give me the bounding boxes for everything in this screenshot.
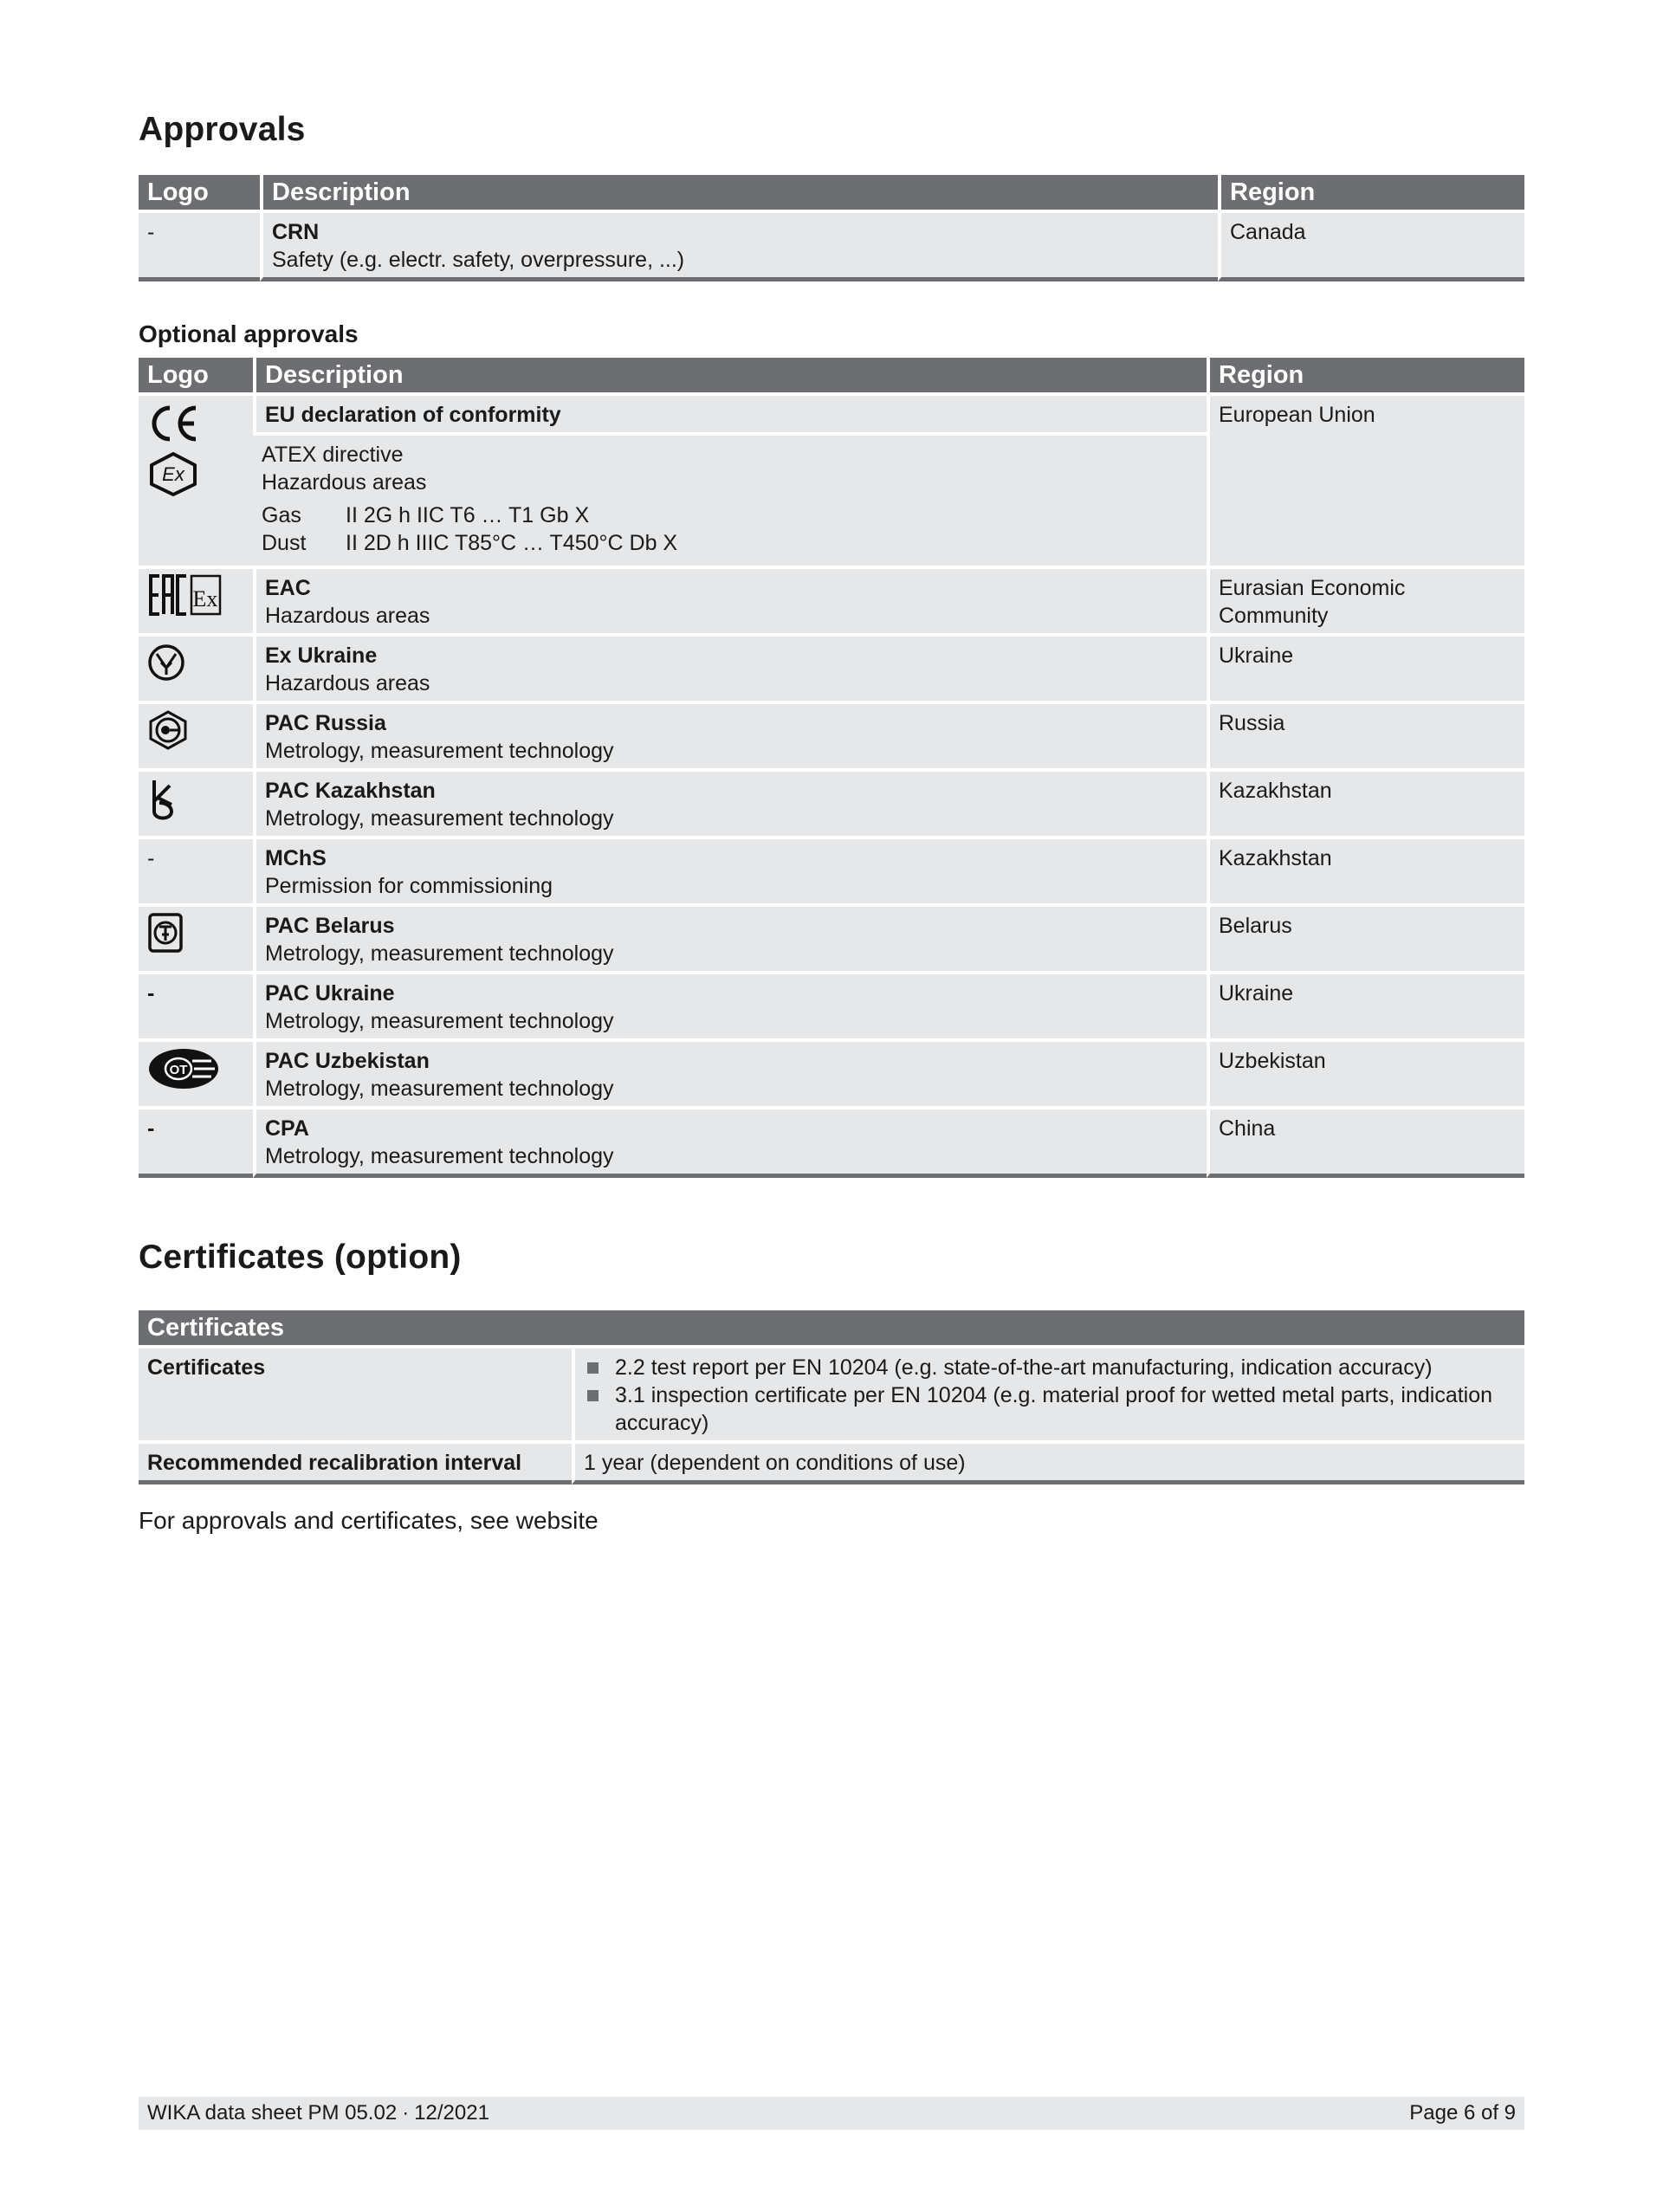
region-header: Region xyxy=(1218,175,1524,210)
eu-description-cell: EU declaration of conformity xyxy=(253,392,1207,432)
description-cell xyxy=(253,768,1207,836)
certificates-table xyxy=(139,1310,1524,1484)
approval-detail: Metrology, measurement technology xyxy=(265,941,614,966)
ex-hexagon-icon xyxy=(147,451,199,496)
logo-cell xyxy=(139,566,253,633)
description-cell xyxy=(253,836,1207,903)
recalibration-value: 1 year (dependent on conditions of use) xyxy=(572,1440,1524,1484)
approval-name: MChS xyxy=(265,846,327,870)
dust-value: II 2D h IIIC T85°C … T450°C Db X xyxy=(346,531,678,555)
logo-cell xyxy=(139,392,253,566)
description-cell xyxy=(253,971,1207,1038)
dust-line xyxy=(262,529,1198,557)
logo-cell xyxy=(139,701,253,768)
approval-detail: Metrology, measurement technology xyxy=(265,806,614,831)
description-cell xyxy=(253,1106,1207,1178)
approval-name: CRN xyxy=(272,220,320,244)
atex-directive-text: ATEX directive xyxy=(262,443,404,467)
table-row xyxy=(139,1106,1524,1178)
table-row xyxy=(139,566,1524,633)
region-header: Region xyxy=(1207,358,1524,392)
approvals-table xyxy=(139,175,1524,281)
region-cell: Russia xyxy=(1207,701,1524,768)
region-cell: Belarus xyxy=(1207,903,1524,971)
approval-detail: Safety (e.g. electr. safety, overpressure, ...) xyxy=(272,248,685,272)
certificates-heading: Certificates (option) xyxy=(139,1239,462,1276)
logo-cell xyxy=(139,633,253,701)
description-header: Description xyxy=(253,358,1207,392)
table-row xyxy=(139,903,1524,971)
page-footer xyxy=(139,2097,1524,2130)
approval-detail: Metrology, measurement technology xyxy=(265,739,614,763)
pac-uzbekistan-icon xyxy=(147,1047,220,1090)
optional-approvals-heading: Optional approvals xyxy=(139,320,359,347)
logo-cell: - xyxy=(139,210,260,281)
list-item: 2.2 test report per EN 10204 (e.g. state-of-the-art manufacturing, indication accuracy) xyxy=(584,1354,1516,1381)
approval-detail: Hazardous areas xyxy=(265,604,430,628)
table-row xyxy=(139,768,1524,836)
recalibration-label: Recommended recalibration interval xyxy=(139,1440,572,1484)
gas-line xyxy=(262,501,1198,529)
logo-header: Logo xyxy=(139,358,253,392)
region-cell: Ukraine xyxy=(1207,633,1524,701)
approval-name: Ex Ukraine xyxy=(265,644,378,668)
approval-name: EAC xyxy=(265,576,311,600)
pac-belarus-icon xyxy=(147,912,184,954)
table-row xyxy=(139,1440,1524,1484)
footer-page-number: Page 6 of 9 xyxy=(1409,2101,1516,2125)
table-row xyxy=(139,701,1524,768)
table-row xyxy=(139,836,1524,903)
approval-detail: Metrology, measurement technology xyxy=(265,1144,614,1168)
certificates-list-cell xyxy=(572,1345,1524,1440)
description-cell xyxy=(253,701,1207,768)
approval-name: PAC Belarus xyxy=(265,914,395,938)
table-row xyxy=(139,392,1524,432)
ce-mark-icon xyxy=(147,403,199,444)
certificates-header: Certificates xyxy=(139,1310,1524,1345)
logo-cell: - xyxy=(139,1106,253,1178)
logo-cell: - xyxy=(139,971,253,1038)
region-cell: Eurasian Economic Community xyxy=(1207,566,1524,633)
optional-approvals-table xyxy=(139,358,1524,1178)
website-note: For approvals and certificates, see website xyxy=(139,1507,599,1534)
region-cell: Ukraine xyxy=(1207,971,1524,1038)
table-row xyxy=(139,1038,1524,1106)
approval-detail: Permission for commissioning xyxy=(265,874,553,898)
ex-ukraine-icon xyxy=(147,642,185,683)
approvals-heading: Approvals xyxy=(139,111,306,148)
table-row xyxy=(139,210,1524,281)
description-cell xyxy=(253,1038,1207,1106)
logo-cell xyxy=(139,768,253,836)
description-cell xyxy=(253,633,1207,701)
region-cell: Uzbekistan xyxy=(1207,1038,1524,1106)
list-item: 3.1 inspection certificate per EN 10204 (e.g. material proof for wetted metal parts, indication accuracy) xyxy=(584,1381,1516,1437)
region-cell: Kazakhstan xyxy=(1207,836,1524,903)
gas-value: II 2G h IIC T6 … T1 Gb X xyxy=(346,503,590,527)
table-row xyxy=(139,1345,1524,1440)
region-cell: Kazakhstan xyxy=(1207,768,1524,836)
logo-cell xyxy=(139,1038,253,1106)
description-cell xyxy=(253,566,1207,633)
approval-name: PAC Russia xyxy=(265,711,386,735)
description-header: Description xyxy=(260,175,1218,210)
table-row xyxy=(139,971,1524,1038)
eac-ex-icon xyxy=(147,572,223,618)
approval-name: PAC Uzbekistan xyxy=(265,1049,430,1073)
pac-russia-icon xyxy=(147,709,189,751)
footer-document-id: WIKA data sheet PM 05.02 ∙ 12/2021 xyxy=(147,2101,489,2125)
certificates-label: Certificates xyxy=(139,1345,572,1440)
table-row xyxy=(139,633,1524,701)
region-cell: European Union xyxy=(1207,392,1524,566)
approval-detail: Metrology, measurement technology xyxy=(265,1077,614,1101)
svg-text:Ex: Ex xyxy=(192,586,218,611)
approval-name: PAC Kazakhstan xyxy=(265,779,436,803)
description-cell xyxy=(260,210,1218,281)
atex-hazard-text: Hazardous areas xyxy=(262,470,427,495)
region-cell: Canada xyxy=(1218,210,1524,281)
approval-name: PAC Ukraine xyxy=(265,981,395,1006)
svg-text:Ex: Ex xyxy=(162,463,184,485)
logo-header: Logo xyxy=(139,175,260,210)
certificates-list xyxy=(584,1354,1516,1437)
approval-detail: Hazardous areas xyxy=(265,671,430,695)
atex-description-cell xyxy=(253,432,1207,566)
region-cell: China xyxy=(1207,1106,1524,1178)
svg-text:OT: OT xyxy=(169,1063,188,1077)
gas-label: Gas xyxy=(262,503,301,527)
logo-cell: - xyxy=(139,836,253,903)
pac-kazakhstan-icon xyxy=(147,777,178,822)
description-cell xyxy=(253,903,1207,971)
dust-label: Dust xyxy=(262,531,307,555)
approval-name: CPA xyxy=(265,1116,309,1141)
approval-detail: Metrology, measurement technology xyxy=(265,1009,614,1033)
logo-cell xyxy=(139,903,253,971)
